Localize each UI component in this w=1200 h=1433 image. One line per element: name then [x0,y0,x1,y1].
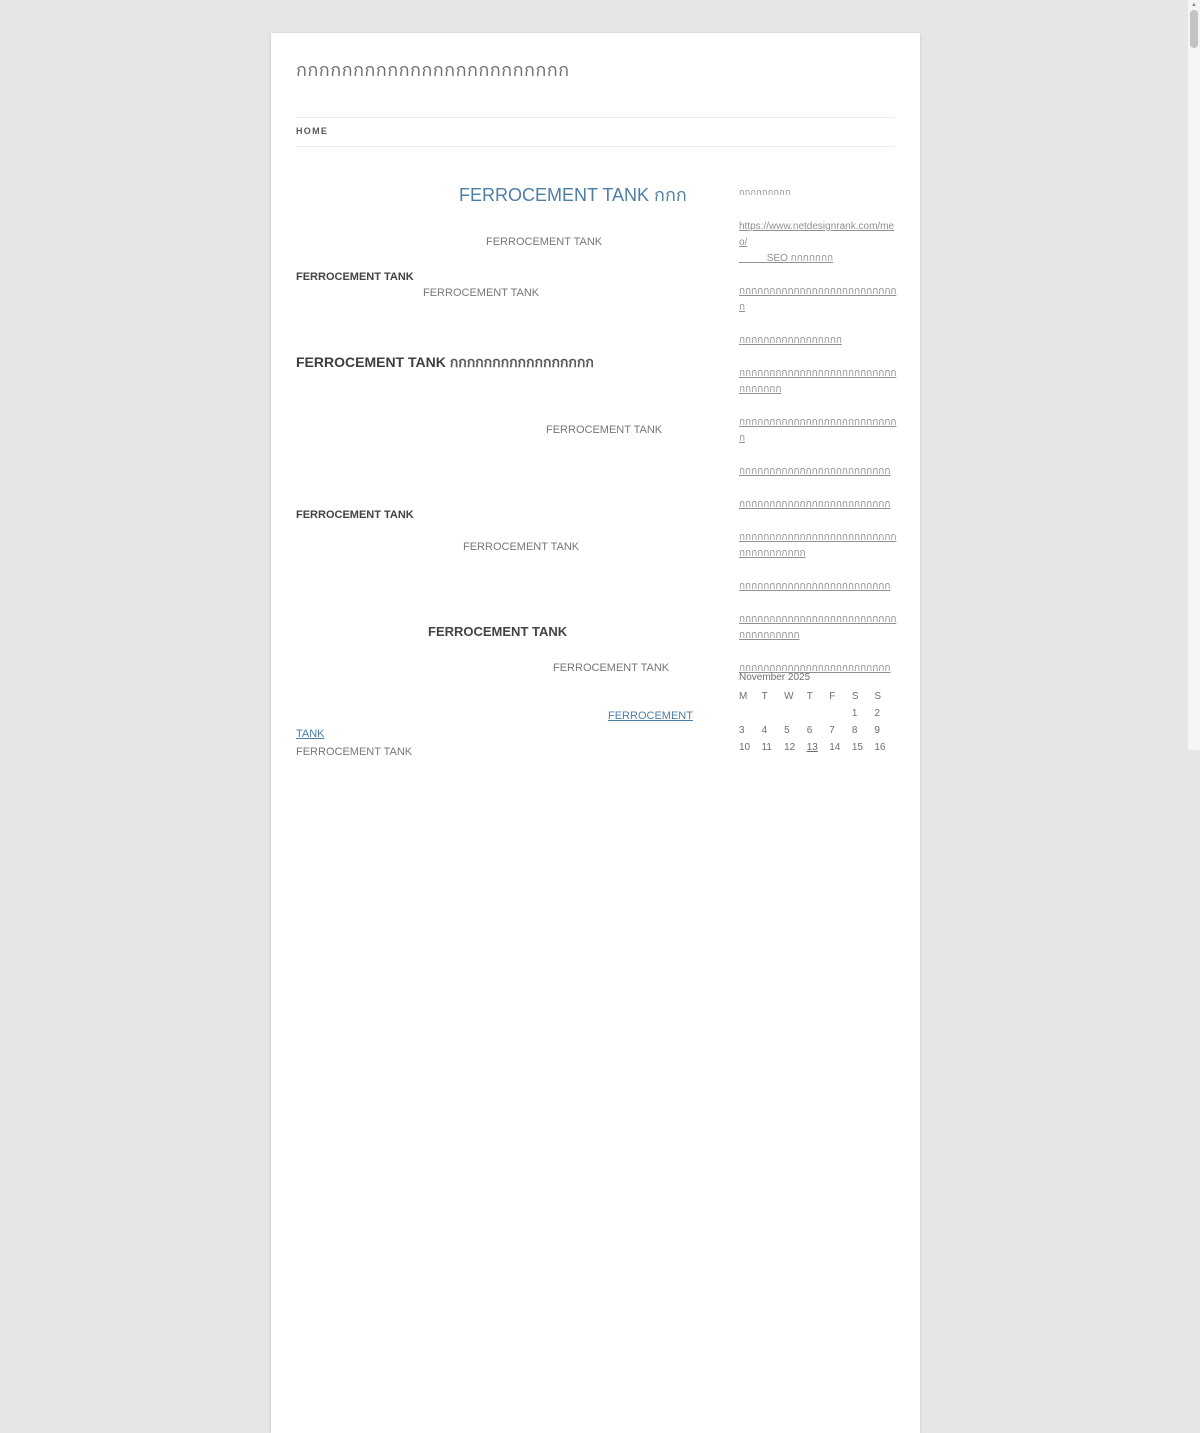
article-text-line: FERROCEMENT TANK [553,662,670,674]
header-divider-bottom [296,146,895,147]
ferrocement-tank-link-part2[interactable]: TANK [296,728,325,740]
sidebar-link[interactable]: กกกกกกกกกกกกกกกกกกกกกกกกกกกกกกกกก [739,368,897,395]
calendar-weekday: T [761,691,768,702]
site-title-link[interactable]: กกกกกกกกกกกกกกกกกกกกกกกก [296,60,570,80]
sidebar-link-seo[interactable] [739,219,897,267]
calendar-week-row [739,722,897,739]
article-text-line-bold: FERROCEMENT TANK [296,271,414,283]
calendar-day: 11 [761,742,772,753]
calendar-day: 4 [761,725,768,736]
calendar-day [784,705,807,722]
calendar-day: 8 [851,725,858,736]
article-text-line: FERROCEMENT TANK [296,746,413,758]
calendar-day: 7 [829,725,835,736]
calendar-day: 15 [851,742,863,753]
calendar-day-13-link[interactable]: 13 [806,742,818,753]
calendar-day [829,705,852,722]
calendar-day: 2 [874,708,880,719]
calendar-weekday: M [739,691,748,702]
sidebar-link[interactable]: กกกกกกกกกกกกกกกกกกกกกกกกกกก [739,417,897,444]
calendar-weekday: S [851,691,859,702]
ferrocement-tank-link-part1[interactable]: FERROCEMENT [608,710,693,722]
sidebar-link[interactable]: กกกกกกกกกกกกกกกกกกกกกกกกก [739,499,891,510]
article-subheading [296,352,594,374]
header-divider-top [296,117,895,118]
calendar-weekday: T [806,691,813,702]
article-subheading-en: FERROCEMENT TANK [296,354,446,370]
calendar-day: 1 [851,708,858,719]
calendar-day: 16 [874,742,886,753]
scroll-up-arrow-icon[interactable]: ▲ [1191,2,1197,8]
sidebar-link-seo-label: SEO กกกกกกก [739,253,834,264]
article-text-line: FERROCEMENT TANK [463,541,580,553]
post-title-link[interactable] [459,180,687,209]
article-text-line: FERROCEMENT TANK [486,236,603,248]
calendar-table [739,688,897,756]
nav-home-link[interactable]: HOME [296,126,329,136]
calendar-day: 9 [874,725,880,736]
sidebar-link[interactable]: กกกกกกกกกกกกกกกกกกกกกกกกก [739,663,891,674]
calendar-weekday-row [739,688,897,705]
calendar-day: 6 [806,725,813,736]
calendar-weekday: S [874,691,882,702]
calendar-widget [739,672,897,756]
sidebar-link-seo-url: https://www.netdesignrank.com/meo/ [739,221,895,248]
article-subheading-th: กกกกกกกกกกกกกกกกก [449,354,594,370]
calendar-day [762,705,785,722]
calendar-day: 10 [739,742,751,753]
vertical-scrollbar[interactable] [1188,0,1200,750]
sidebar [739,185,897,694]
calendar-weekday: F [829,691,836,702]
article-text-line-bold: FERROCEMENT TANK [296,509,414,521]
sidebar-link[interactable]: กกกกกกกกกกกกกกกกกกกกกกกกก [739,581,891,592]
article-emphasis-line: FERROCEMENT TANK [428,624,568,639]
calendar-day: 12 [784,742,796,753]
calendar-day: 3 [739,725,745,736]
calendar-day: 5 [784,725,790,736]
sidebar-link[interactable]: กกกกกกกกกกกกกกกกกกกกกกกกกกกกกกกกกกกก [739,614,897,641]
sidebar-link[interactable]: กกกกกกกกกกกกกกกกกกกกกกกกกกก [739,286,897,313]
scrollbar-thumb[interactable] [1190,10,1198,48]
article-text-line: FERROCEMENT TANK [423,287,540,299]
calendar-day: 14 [829,742,841,753]
post-title-th: กกก [654,185,687,205]
calendar-weekday: W [784,691,794,702]
page-card [271,33,920,1433]
calendar-day [739,705,762,722]
calendar-caption: November 2025 [739,672,811,683]
sidebar-widget-title: กกกกกกกกก [739,187,791,197]
article-text-line: FERROCEMENT TANK [546,424,663,436]
calendar-week-row [739,739,897,756]
sidebar-link[interactable]: กกกกกกกกกกกกกกกกกกกกกกกกกกกกกกกกกกกกก [739,532,897,559]
sidebar-link[interactable]: กกกกกกกกกกกกกกกกกกกกกกกกก [739,466,891,477]
sidebar-link[interactable]: กกกกกกกกกกกกกกกกก [739,335,842,346]
post-title-en: FERROCEMENT TANK [459,185,650,205]
calendar-week-row [739,705,897,722]
calendar-day [807,705,830,722]
